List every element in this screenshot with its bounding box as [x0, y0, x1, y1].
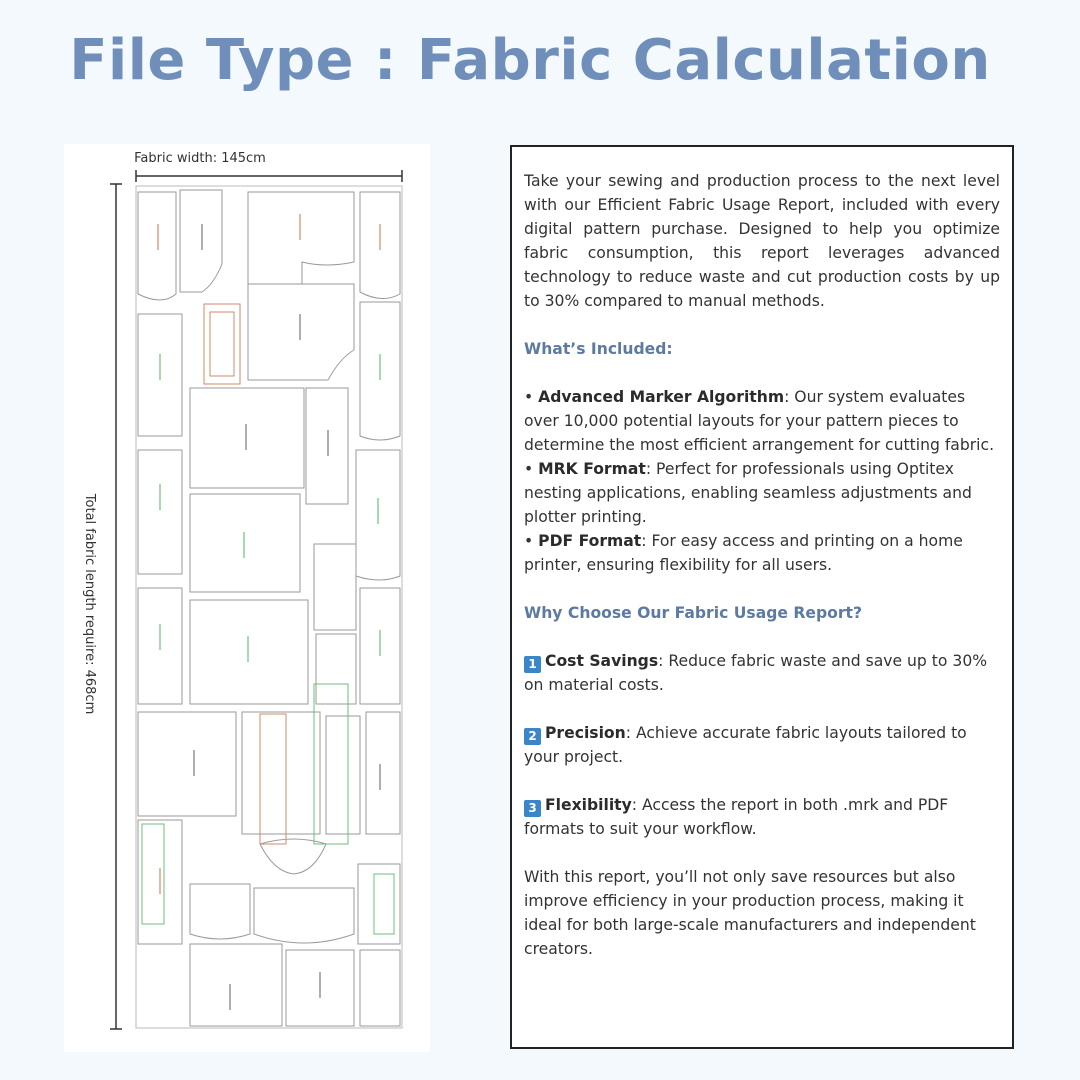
width-dimension-line [136, 170, 402, 182]
feature-advanced-marker: • Advanced Marker Algorithm: Our system evaluates over 10,000 potential layouts for your pattern pieces to determine the most efficient arrangement for cutting fabric. [524, 388, 995, 454]
feature-pdf-format: • PDF Format: For easy access and printing on a home printer, ensuring flexibility for all users. [524, 532, 963, 574]
why-heading: Why Choose Our Fabric Usage Report? [524, 604, 863, 622]
benefit-flexibility: 3 Flexibility: Access the report in both .mrk and PDF formats to suit your workflow. [524, 796, 949, 838]
closing-paragraph: With this report, you’ll not only save resources but also improve efficiency in your production process, making it ideal for both large-scale manufacturers and independent creators. [524, 868, 976, 958]
benefit-precision: 2 Precision: Achieve accurate fabric layouts tailored to your project. [524, 724, 967, 766]
benefit-cost-savings: 1 Cost Savings: Reduce fabric waste and save up to 30% on material costs. [524, 652, 988, 694]
length-dimension-line [110, 184, 122, 1029]
fabric-width-label: Fabric width: 145cm [134, 151, 266, 166]
description-box [510, 145, 1014, 1049]
number-three-badge: 3 [524, 800, 541, 817]
number-one-badge: 1 [524, 656, 541, 673]
fabric-length-label: Total fabric length require: 468cm [82, 493, 97, 715]
grain-markers [158, 214, 380, 1010]
fabric-marker [136, 186, 402, 1028]
intro-paragraph: Take your sewing and production process to the next level with our Efficient Fabric Usage Report, included with every digital pattern purchase. Designed to help you optimize fabric consumption, this report leverages advanced technology to reduce waste and cut production costs by up to 30% compared to manual methods. [524, 172, 1000, 310]
number-two-badge: 2 [524, 728, 541, 745]
page-title: File Type : Fabric Calculation [69, 28, 991, 93]
included-heading: What’s Included: [524, 340, 673, 358]
marker-layout-image [64, 144, 430, 1052]
feature-mrk-format: • MRK Format: Perfect for professionals using Optitex nesting applications, enabling seamless adjustments and plotter printing. [524, 460, 972, 526]
